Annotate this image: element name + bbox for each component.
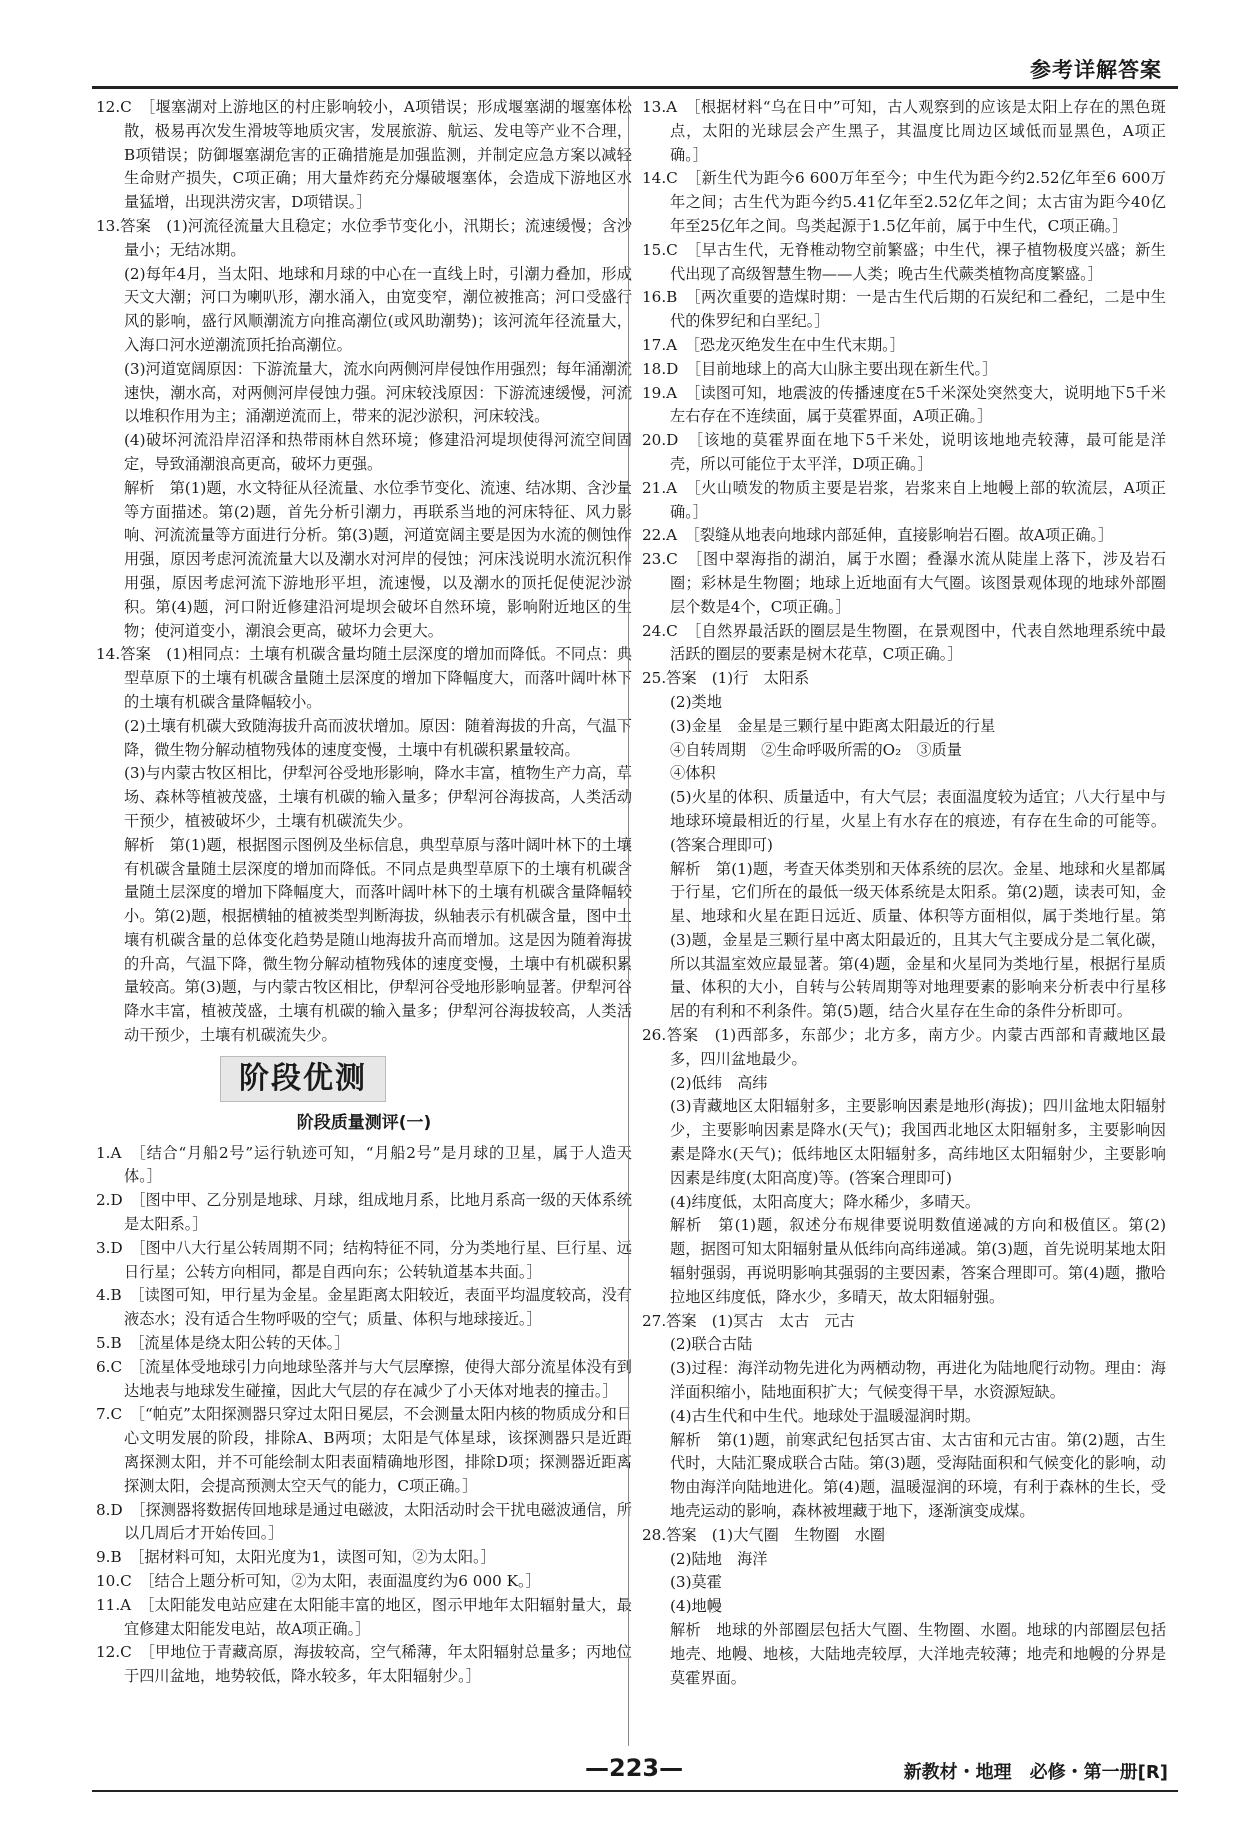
answer-item: 1.A ［结合“月船2号”运行轨迹可知，“月船2号”是月球的卫星，属于人造天体。］: [96, 1143, 632, 1186]
answer-item: 9.B ［据材料可知，太阳光度为1，读图可知，②为太阳。］: [96, 1548, 496, 1567]
answer-item: (3)莫霍: [670, 1573, 722, 1592]
answer-item: (4)破坏河流沿岸沼泽和热带雨林自然环境；修建沿河堤坝使得河流空间固定，导致涌潮浪高更高，破坏力更强。: [124, 431, 632, 473]
section-title: 阶段优测: [220, 1056, 386, 1102]
answer-item: 23.C ［图中翠海指的湖泊，属于水圈；叠瀑水流从陡崖上落下，涉及岩石圈；彩林是生物圈；地球上近地面有大气圈。该图景观体现的地球外部圈层个数是4个，C项正确。］: [642, 550, 1166, 616]
right-column: [642, 96, 1166, 1690]
answer-item: 解析 第(1)题，叙述分布规律要说明数值递减的方向和极值区。第(2)题，据图可知太阳辐射量从低纬向高纬递减。第(3)题，首先说明某地太阳辐射强弱，再说明影响其强弱的主要因素，答案合理即可。第(4)题，撒哈拉地区纬度低，降水少，多晴天，故太阳辐射强。: [670, 1216, 1166, 1306]
page-number: —223—: [585, 1754, 684, 1782]
answer-item: 17.A ［恐龙灭绝发生在中生代末期。］: [642, 335, 905, 354]
answer-item: (3)金星 金星是三颗行星中距离太阳最近的行星: [670, 716, 996, 735]
answer-item: (2)土壤有机碳大致随海拔升高而波状增加。原因：随着海拔的升高，气温下降，微生物分解动植物残体的速度变慢，土壤中有机碳积累量较高。: [124, 716, 632, 759]
answer-item: ④体积: [670, 764, 716, 783]
answer-item: (4)地幔: [670, 1597, 722, 1616]
answer-item: 12.C ［甲地位于青藏高原，海拔较高，空气稀薄，年太阳辐射总量多；丙地位于四川盆地，地势较低，降水较多，年太阳辐射少。］: [96, 1643, 632, 1686]
answer-item: (2)联合古陆: [670, 1335, 753, 1354]
answer-item: 18.D ［目前地球上的高大山脉主要出现在新生代。］: [642, 359, 998, 378]
answer-item: 13.答案 (1)河流径流量大且稳定；水位季节变化小，汛期长；流速缓慢；含沙量小；无结冰期。: [96, 216, 632, 259]
header-title: 参考详解答案: [1030, 58, 1162, 82]
left-top-answers: [96, 96, 632, 1048]
answer-item: 12.C ［堰塞湖对上游地区的村庄影响较小，A项错误；形成堰塞湖的堰塞体松散，极易再次发生滑坡等地质灾害，发展旅游、航运、发电等产业不合理，B项错误；防御堰塞湖危害的正确措施是加强监测，并制定应急方案以减轻生命财产损失，C项正确；用大量炸药充分爆破堰塞体，会造成下游地区水量猛增，出现洪涝灾害，D项错误。］: [96, 98, 632, 212]
answer-item: (3)过程：海洋动物先进化为两栖动物，再进化为陆地爬行动物。理由：海洋面积缩小，陆地面积扩大；气候变得干旱，水资源短缺。: [670, 1359, 1166, 1402]
answer-item: 7.C ［“帕克”太阳探测器只穿过太阳日冕层，不会测量太阳内核的物质成分和日心文明发展的阶段，排除A、B两项；太阳是气体星球，该探测器只是近距离探测太阳，并不可能绘制太阳表面精确地形图，排除D项；探测器近距离探测太阳，会提高预测太空天气的能力，C项正确。］: [96, 1405, 632, 1495]
answer-item: 解析 地球的外部圈层包括大气圈、生物圈、水圈。地球的内部圈层包括地壳、地幔、地核，大陆地壳较厚，大洋地壳较薄；地壳和地幔的分界是莫霍界面。: [670, 1621, 1166, 1687]
answer-item: 13.A ［根据材料“乌在日中”可知，古人观察到的应该是太阳上存在的黑色斑点，太阳的光球层会产生黑子，其温度比周边区域低而显黑色，A项正确。］: [642, 98, 1166, 164]
answer-item: 26.答案 (1)西部多，东部少；北方多，南方少。内蒙古西部和青藏地区最多，四川盆地最少。: [642, 1026, 1166, 1068]
answer-item: (2)类地: [670, 692, 722, 711]
answer-item: 21.A ［火山喷发的物质主要是岩浆，岩浆来自上地幔上部的软流层，A项正确。］: [642, 478, 1166, 521]
answer-item: (3)青藏地区太阳辐射多，主要影响因素是地形(海拔)；四川盆地太阳辐射少，主要影响因素是降水(天气)；我国西北地区太阳辐射多，主要影响因素是降水(天气)；低纬地区太阳辐射多，高纬地区太阳辐射少，主要影响因素是纬度(太阳高度)等。(答案合理即可): [670, 1097, 1166, 1187]
answer-item: 4.B ［读图可知，甲行星为金星。金星距离太阳较近，表面平均温度较高，没有液态水；没有适合生物呼吸的空气；质量、体积与地球接近。］: [96, 1286, 632, 1329]
answer-item: 解析 第(1)题，前寒武纪包括冥古宙、太古宙和元古宙。第(2)题，古生代时，大陆汇聚成联合古陆。第(3)题，受海陆面积和气候变化的影响，动物由海洋向陆地进化。第(4)题，温暖湿润的环境，有利于森林的生长，受地壳运动的影响，森林被埋藏于地下，逐渐演变成煤。: [670, 1430, 1166, 1521]
header-rule: [92, 86, 1178, 89]
answer-item: 24.C ［自然界最活跃的圈层是生物圈，在景观图中，代表自然地理系统中最活跃的圈层的要素是树木花草，C项正确。］: [642, 621, 1166, 664]
answer-item: (4)古生代和中生代。地球处于温暖湿润时期。: [670, 1406, 981, 1425]
answer-item: 2.D ［图中甲、乙分别是地球、月球，组成地月系，比地月系高一级的天体系统是太阳系。］: [96, 1191, 632, 1234]
answer-item: 11.A ［太阳能发电站应建在太阳能丰富的地区，图示甲地年太阳辐射量大，最宜修建太阳能发电站，故A项正确。］: [96, 1595, 632, 1638]
answer-item: 6.C ［流星体受地球引力向地球坠落并与大气层摩擦，使得大部分流星体没有到达地表与地球发生碰撞，因此大气层的存在减少了小天体对地表的撞击。］: [96, 1357, 632, 1400]
answer-item: 20.D ［该地的莫霍界面在地下5千米处，说明该地地壳较薄，最可能是洋壳，所以可能位于太平洋，D项正确。］: [642, 431, 1166, 473]
left-column: [96, 96, 632, 1689]
answer-item: 3.D ［图中八大行星公转周期不同；结构特征不同，分为类地行星、巨行星、远日行星；公转方向相同，都是自西向东；公转轨道基本共面。］: [96, 1238, 632, 1281]
left-bottom-answers: [96, 1142, 632, 1689]
answer-item: 22.A ［裂缝从地表向地球内部延伸，直接影响岩石圈。故A项正确。］: [642, 526, 1114, 545]
page-footer: [0, 1752, 1250, 1792]
right-answers: [642, 96, 1166, 1690]
footer-rule: [92, 1790, 1178, 1792]
answer-item: 28.答案 (1)大气圈 生物圈 水圈: [642, 1525, 886, 1544]
answer-item: (4)纬度低，太阳高度大；降水稀少，多晴天。: [670, 1192, 981, 1211]
answer-item: (5)火星的体积、质量适中，有大气层；表面温度较为适宜；八大行星中与地球环境最相近的行星，火星上有水存在的痕迹，有存在生命的可能等。(答案合理即可): [670, 788, 1166, 854]
answer-item: 解析 第(1)题，考查天体类别和天体系统的层次。金星、地球和火星都属于行星，它们所在的最低一级天体系统是太阳系。第(2)题，读表可知，金星、地球和火星在距日远近、质量、体积等方面相似，属于类地行星。第(3)题，金星是三颗行星中离太阳最近的，且其大气主要成分是二氧化碳，所以其温室效应最显著。第(4)题，金星和火星同为类地行星，根据行星质量、体积的大小，自转与公转周期等对地理要素的影响来分析表中行星移居的有利和不利条件。第(5)题，结合火星存在生命的条件分析即可。: [670, 859, 1166, 1021]
section-subtitle: 阶段质量测评(一): [296, 1112, 432, 1133]
answer-item: (2)陆地 海洋: [670, 1549, 768, 1568]
answer-item: (3)河道宽阔原因：下游流量大，流水向两侧河岸侵蚀作用强烈；每年涌潮流速快，潮水高，对两侧河岸侵蚀力强。河床较浅原因：下游流速缓慢，河流以堆积作用为主；涌潮逆流而上，带来的泥沙淤积，河床较浅。: [124, 359, 632, 426]
answer-item: 14.C ［新生代为距今6 600万年至今；中生代为距今约2.52亿年至6 600万年之间；古生代为距今约5.41亿年至2.52亿年之间；太古宙为距今40亿年至25亿年之间。鸟类起源于1.5亿年前，属于中生代，C项正确。］: [642, 169, 1166, 235]
answer-item: 解析 第(1)题，根据图示图例及坐标信息，典型草原与落叶阔叶林下的土壤有机碳含量随土层深度的增加而降低。不同点是典型草原下的土壤有机碳含量随土层深度的增加下降幅度大，而落叶阔叶林下的土壤有机碳含量降幅较小。第(2)题，根据横轴的植被类型判断海拔，纵轴表示有机碳含量，图中土壤有机碳含量的总体变化趋势是随山地海拔升高而增加。这是因为随着海拔的升高，气温下降，微生物分解动植物残体的速度变慢，土壤中有机碳积累量较高。第(3)题，与内蒙古牧区相比，伊犁河谷受地形影响显著。伊犁河谷降水丰富，植被茂盛，土壤有机碳的输入量多；伊犁河谷海拔较高，人类活动干预少，土壤有机碳流失少。: [124, 835, 632, 1045]
answer-item: 15.C ［早古生代，无脊椎动物空前繁盛；中生代，裸子植物极度兴盛；新生代出现了高级智慧生物——人类；晚古生代蕨类植物高度繁盛。］: [642, 240, 1166, 283]
answer-item: (2)低纬 高纬: [670, 1073, 768, 1092]
answer-item: 5.B ［流星体是绕太阳公转的天体。］: [96, 1334, 350, 1353]
column-divider: [628, 96, 629, 1746]
answer-item: 10.C ［结合上题分析可知，②为太阳，表面温度约为6 000 K。］: [96, 1572, 541, 1591]
answer-item: 14.答案 (1)相同点：土壤有机碳含量均随土层深度的增加而降低。不同点：典型草原下的土壤有机碳含量随土层深度的增加下降幅度大，而落叶阔叶林下的土壤有机碳含量降幅较小。: [96, 645, 632, 711]
answer-item: 19.A ［读图可知，地震波的传播速度在5千米深处突然变大，说明地下5千米左右存在不连续面，属于莫霍界面，A项正确。］: [642, 383, 1166, 426]
answer-item: 8.D ［探测器将数据传回地球是通过电磁波，太阳活动时会干扰电磁波通信，所以几周后才开始传回。］: [96, 1500, 632, 1543]
answer-item: 解析 第(1)题，水文特征从径流量、水位季节变化、流速、结冰期、含沙量等方面描述。第(2)题，首先分析引潮力，再联系当地的河床特征、风力影响、河流流量等方面进行分析。第(3)题，河道宽阔主要是因为水流的侧蚀作用强，原因考虑河流流量大以及潮水对河岸的侵蚀；河床浅说明水流沉积作用强，原因考虑河流下游地形平坦，流速慢，以及潮水的顶托促使泥沙淤积。第(4)题，河口附近修建沿河堤坝会破坏自然环境，影响附近地区的生物；使河道变小，潮浪会更高，破坏力会更大。: [124, 478, 632, 640]
answer-item: 16.B ［两次重要的造煤时期：一是古生代后期的石炭纪和二叠纪，二是中生代的侏罗纪和白垩纪。］: [642, 288, 1166, 331]
answer-item: 25.答案 (1)行 太阳系: [642, 669, 810, 688]
answer-item: ④自转周期 ②生命呼吸所需的O₂ ③质量: [670, 740, 962, 759]
answer-item: (2)每年4月，当太阳、地球和月球的中心在一直线上时，引潮力叠加，形成天文大潮；河口为喇叭形，潮水涌入，由宽变窄，潮位被推高；河口受盛行风的影响，盛行风顺潮流方向推高潮位(或风助潮势)；该河流年径流量大，入海口河水逆潮流顶托抬高潮位。: [124, 264, 632, 354]
answer-item: 27.答案 (1)冥古 太古 元古: [642, 1311, 855, 1330]
answer-item: (3)与内蒙古牧区相比，伊犁河谷受地形影响，降水丰富，植物生产力高，草场、森林等植被茂盛，土壤有机碳的输入量多；伊犁河谷海拔高，人类活动干预少，植被破坏少，土壤有机碳流失少。: [124, 764, 632, 830]
book-label: 新教材・地理 必修・第一册[R]: [903, 1762, 1168, 1783]
